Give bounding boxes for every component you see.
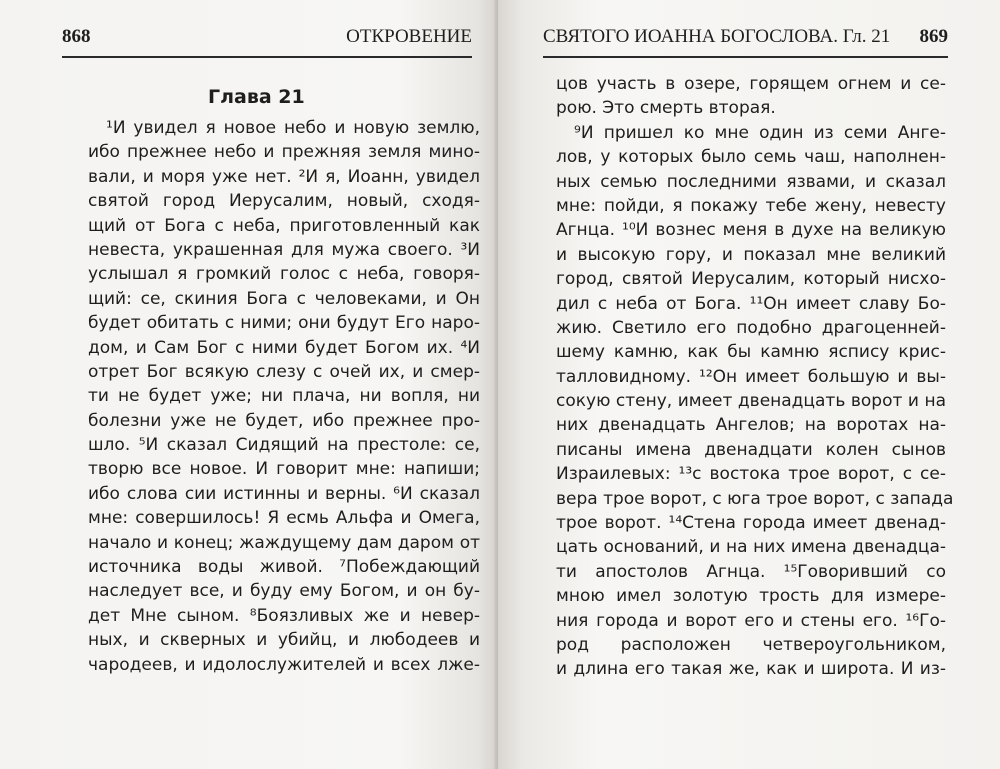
right-page-header: [543, 24, 948, 50]
text-line: наследует все, и буду ему Богом, и он бу-: [88, 581, 480, 602]
text-line: ния города и ворот его и стены его. ¹⁶Го-: [556, 610, 946, 631]
text-line: начало и конец; жаждущему дам даром от: [88, 532, 480, 553]
text-line: источника воды живой. ⁷Побеждающий: [88, 557, 480, 578]
text-line: отрет Бог всякую слезу с очей их, и смер-: [88, 361, 480, 382]
text-line: дом, и Сам Бог с ними будет Богом их. ⁴И: [88, 337, 480, 358]
text-line: ти не будет уже; ни плача, ни вопля, ни: [88, 386, 480, 407]
text-line: болезни уже не будет, ибо прежнее про-: [88, 410, 480, 431]
text-line: ных семью последними язвами, и сказал: [556, 171, 946, 192]
running-title: СВЯТОГО ИОАННА БОГОСЛОВА. Гл. 21: [543, 26, 891, 47]
text-line: и длина его такая же, как и широта. И из-: [556, 659, 946, 680]
text-line: творю все новое. И говорит мне: напиши;: [88, 459, 480, 480]
text-line: ⁹И пришел ко мне один из семи Анге-: [574, 122, 946, 143]
text-line: невеста, украшенная для мужа своего. ³И: [88, 239, 480, 260]
text-line: ибо прежнее небо и прежняя земля мино-: [88, 142, 480, 163]
page-number: 868: [62, 26, 91, 47]
text-line: род расположен четвероугольником,: [556, 634, 946, 655]
text-line: талловидному. ¹²Он имеет большую и вы-: [556, 366, 946, 387]
text-line: лов, у которых было семь чаш, наполнен-: [556, 147, 946, 168]
text-line: цов участь в озере, горящем огнем и се-: [556, 74, 946, 94]
text-line: шло. ⁵И сказал Сидящий на престоле: се,: [88, 435, 480, 456]
left-page-header: [62, 24, 472, 50]
chapter-heading: Глава 21: [208, 86, 305, 108]
text-line: шему камню, как бы камню яспису крис-: [556, 342, 946, 363]
text-line: святой город Иерусалим, новый, сходя-: [88, 191, 480, 212]
text-line: сокую стену, имеет двенадцать ворот и на: [556, 391, 946, 412]
text-line: щий: се, скиния Бога с человеками, и Он: [88, 288, 480, 309]
header-rule: [62, 56, 472, 58]
text-line: мною имел золотую трость для измере-: [556, 586, 946, 607]
text-line: ¹И увидел я новое небо и новую землю,: [106, 118, 480, 138]
text-line: и высокую гору, и показал мне великий: [556, 244, 946, 265]
text-line: вали, и моря уже нет. ²И я, Иоанн, увидел: [88, 166, 480, 187]
text-line: писаны имена двенадцати колен сынов: [556, 439, 946, 460]
running-title: ОТКРОВЕНИЕ: [346, 26, 472, 47]
text-line: ных, и скверных и убийц, и любодеев и: [88, 630, 480, 651]
text-line: трое ворот. ¹⁴Стена города имеет двенад-: [556, 513, 946, 534]
text-line: мне: совершилось! Я есмь Альфа и Омега,: [88, 508, 480, 529]
page-number: 869: [919, 26, 948, 47]
text-line: город, святой Иерусалим, который нисхо-: [556, 269, 946, 290]
text-line: будет обитать с ними; они будут Его наро-: [88, 313, 480, 334]
text-line: дет Мне сыном. ⁸Боязливых же и невер-: [88, 605, 480, 626]
text-line: чародеев, и идолослужителей и всех лже-: [88, 654, 480, 675]
header-rule: [543, 56, 948, 58]
text-line: услышал я громкий голос с неба, говоря-: [88, 264, 480, 285]
text-line: них двенадцать Ангелов; на воротах на-: [556, 415, 946, 436]
text-line: ти апостолов Агнца. ¹⁵Говоривший со: [556, 561, 946, 582]
text-line: дил с неба от Бога. ¹¹Он имеет славу Бо-: [556, 293, 946, 314]
text-line: вера трое ворот, с юга трое ворот, с запада: [556, 488, 954, 509]
left-page: [0, 0, 498, 769]
right-page: [498, 0, 1000, 769]
text-line: цать оснований, и на них имена двенадца-: [556, 537, 946, 558]
left-page-text: [88, 116, 480, 677]
text-line: ибо слова сии истинны и верны. ⁶И сказал: [88, 483, 480, 504]
text-line: жию. Светило его подобно драгоценней-: [556, 317, 946, 338]
text-line: Израилевых: ¹³с востока трое ворот, с се-: [556, 464, 946, 485]
text-line: щий от Бога с неба, приготовленный как: [88, 215, 480, 236]
text-line: Агнца. ¹⁰И вознес меня в духе на великую: [556, 220, 946, 241]
text-line: мне: пойди, я покажу тебе жену, невесту: [556, 195, 946, 216]
right-page-text: [556, 72, 954, 682]
text-line: рою. Это смерть вторая.: [556, 98, 776, 119]
